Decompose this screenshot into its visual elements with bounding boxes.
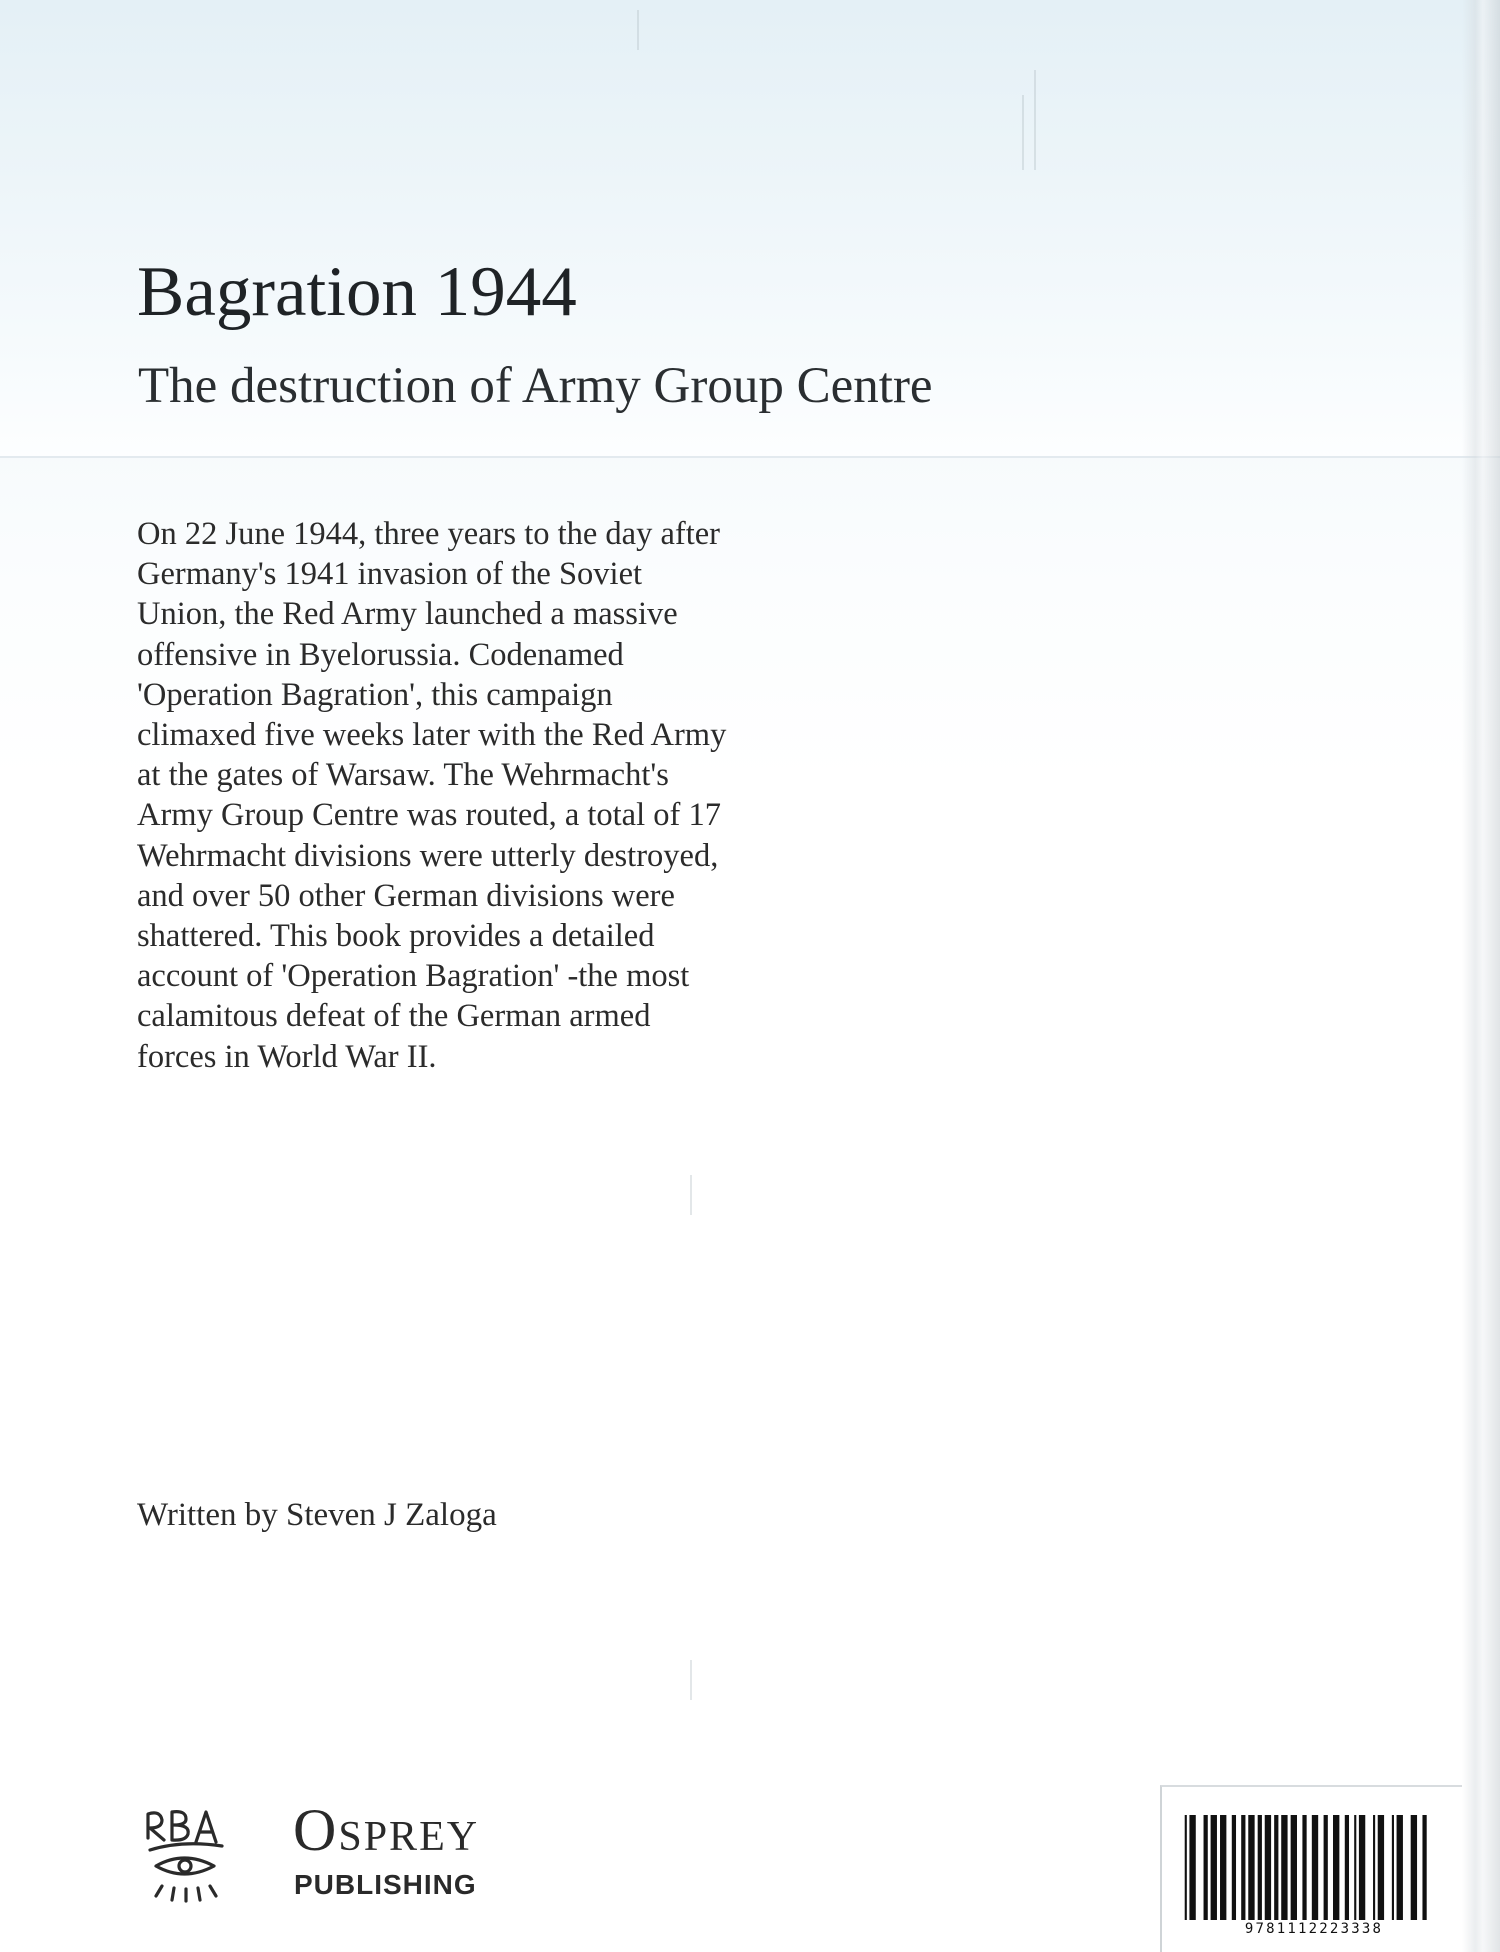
blurb-line: 'Operation Bagration', this campaign [137,676,613,713]
barcode-bar [1359,1815,1365,1920]
osprey-publishing-subtitle: PUBLISHING [294,1869,477,1900]
barcode-bar [1291,1815,1297,1920]
barcode-bar [1411,1815,1417,1920]
scan-streak [1034,70,1036,170]
barcode-bar [1281,1815,1287,1920]
header-divider [0,456,1500,458]
barcode-bar [1312,1815,1318,1920]
cover-edge-shadow [1462,0,1500,1952]
blurb-line: forces in World War II. [137,1038,437,1075]
barcode-bar [1373,1815,1375,1920]
barcode-number: 9781112223338 [1244,1921,1384,1937]
barcode-bar [1302,1815,1306,1920]
blurb-line: offensive in Byelorussia. Codenamed [137,636,624,673]
author-credit: Written by Steven J Zaloga [137,1497,497,1533]
scan-streak [690,1175,692,1215]
blurb-line: shattered. This book provides a detailed [137,918,655,955]
barcode-bar [1345,1815,1349,1920]
barcode-bar [1274,1815,1278,1920]
barcode-bar [1232,1815,1236,1920]
barcode-bar [1378,1815,1384,1920]
barcode-bar [1324,1815,1328,1920]
barcode-bar [1397,1815,1403,1920]
scan-streak [1022,95,1024,170]
blurb-line: calamitous defeat of the German armed [137,998,651,1035]
osprey-initial: O [293,1797,339,1863]
blurb-line: Army Group Centre was routed, a total of 17 [137,797,721,834]
scan-streak [637,10,639,50]
osprey-rest: SPREY [338,1814,480,1860]
book-subtitle: The destruction of Army Group Centre [138,358,933,414]
barcode-bar [1258,1815,1262,1920]
barcode-bar [1220,1815,1226,1920]
barcode-bar [1211,1815,1217,1920]
barcode-bar [1333,1815,1339,1920]
book-blurb [137,514,777,1077]
blurb-line: Wehrmacht divisions were utterly destroyed, [137,837,719,874]
blurb-line: at the gates of Warsaw. The Wehrmacht's [137,757,669,794]
barcode-bar [1241,1815,1245,1920]
blurb-line: climaxed five weeks later with the Red Army [137,717,727,754]
blurb-line: Union, the Red Army launched a massive [137,596,678,633]
barcode-bar [1422,1815,1426,1920]
barcode-label [1160,1785,1462,1952]
blurb-line: and over 50 other German divisions were [137,877,675,914]
barcode-bar [1248,1815,1254,1920]
rba-logo [142,1800,232,1910]
barcode-bar [1204,1815,1208,1920]
blurb-line: Germany's 1941 invasion of the Soviet [137,556,643,593]
barcode-bar [1354,1815,1356,1920]
blurb-line: account of 'Operation Bagration' -the most [137,958,690,995]
book-title: Bagration 1944 [137,253,577,331]
barcode-bar [1185,1815,1187,1920]
barcode-bar [1265,1815,1271,1920]
barcode [1180,1815,1446,1920]
scan-streak [690,1660,692,1700]
osprey-publishing-name [293,1797,480,1863]
blurb-line: On 22 June 1944, three years to the day after [137,516,721,552]
barcode-bar [1189,1815,1195,1920]
barcode-bar [1392,1815,1394,1920]
